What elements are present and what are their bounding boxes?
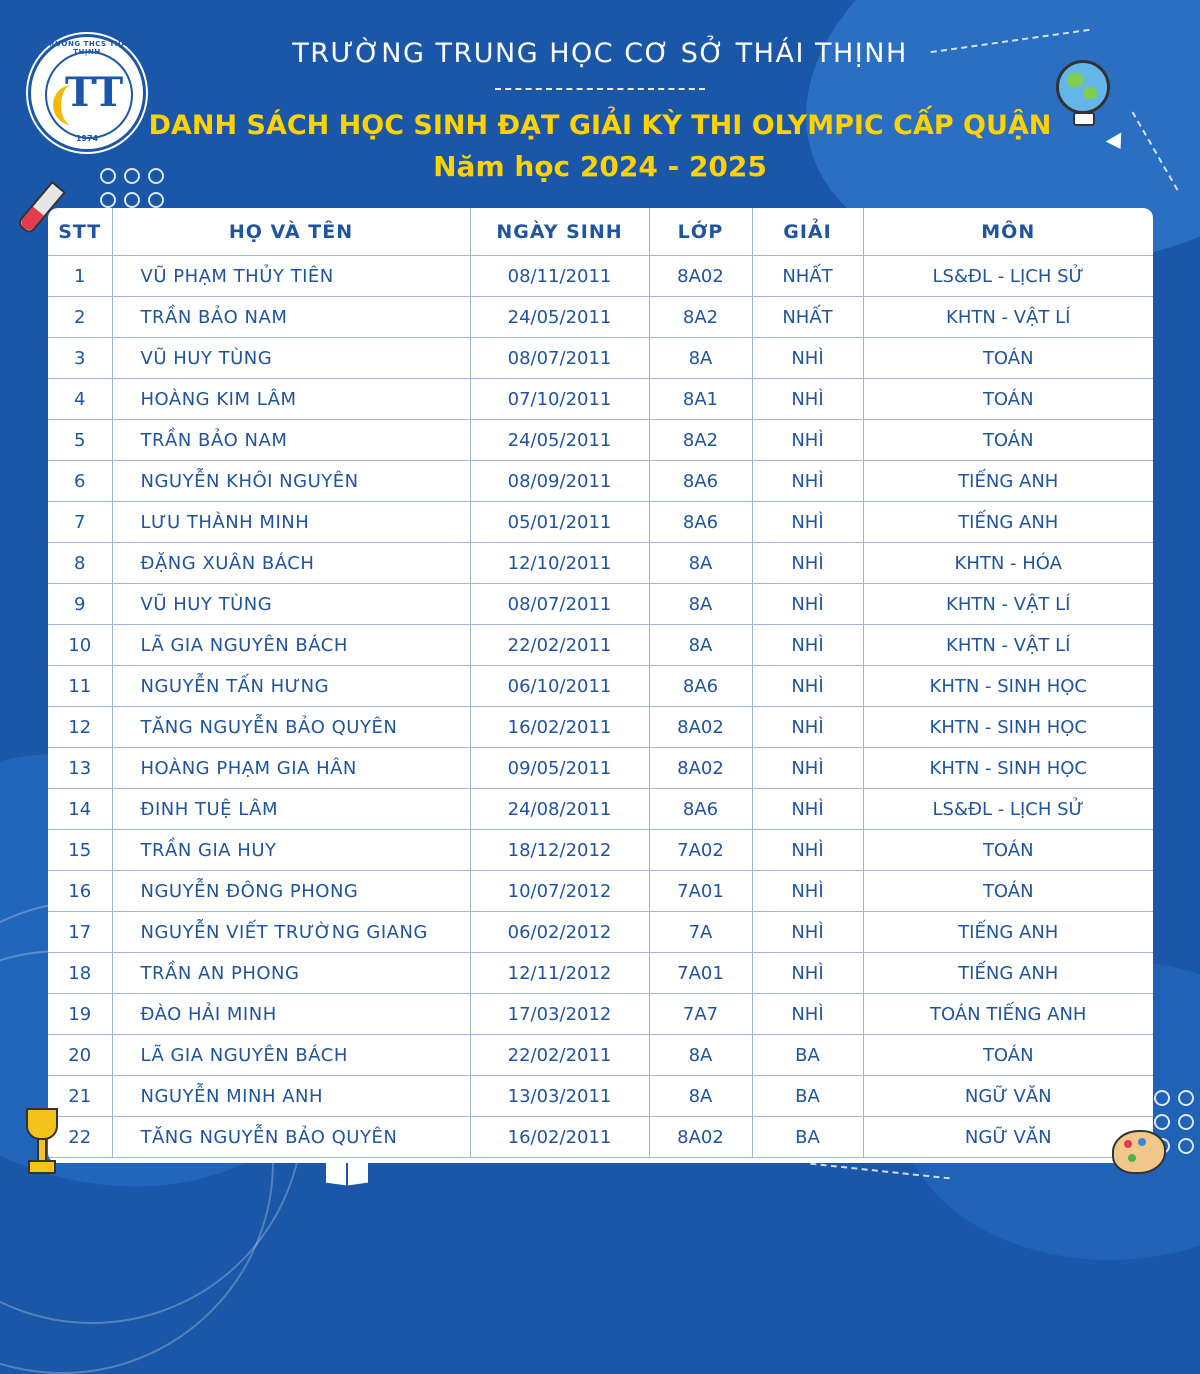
cell-award: NHÌ xyxy=(752,666,863,707)
table-row xyxy=(48,256,1153,297)
trophy-icon xyxy=(18,1108,62,1178)
cell-subject: LS&ĐL - LỊCH SỬ xyxy=(863,789,1153,830)
cell-stt: 16 xyxy=(48,871,112,912)
cell-dob: 06/02/2012 xyxy=(470,912,649,953)
cell-class: 8A xyxy=(649,338,752,379)
table-row xyxy=(48,748,1153,789)
cell-stt: 18 xyxy=(48,953,112,994)
table-row xyxy=(48,666,1153,707)
cell-award: NHÌ xyxy=(752,871,863,912)
cell-class: 8A xyxy=(649,625,752,666)
table-row xyxy=(48,912,1153,953)
logo-mark: TT xyxy=(65,69,124,116)
table-row xyxy=(48,994,1153,1035)
cell-stt: 9 xyxy=(48,584,112,625)
table-header-row xyxy=(48,208,1153,256)
cell-dob: 24/05/2011 xyxy=(470,297,649,338)
column-header-dob: NGÀY SINH xyxy=(470,208,649,256)
cell-subject: KHTN - VẬT LÍ xyxy=(863,625,1153,666)
table-row xyxy=(48,461,1153,502)
cell-stt: 10 xyxy=(48,625,112,666)
column-header-stt: STT xyxy=(48,208,112,256)
cell-class: 8A02 xyxy=(649,256,752,297)
cell-dob: 12/10/2011 xyxy=(470,543,649,584)
cell-class: 7A7 xyxy=(649,994,752,1035)
table-row xyxy=(48,707,1153,748)
cell-class: 8A1 xyxy=(649,379,752,420)
cell-award: NHÌ xyxy=(752,994,863,1035)
book-icon xyxy=(326,1160,370,1186)
palette-icon xyxy=(1112,1130,1166,1174)
cell-subject: KHTN - SINH HỌC xyxy=(863,748,1153,789)
cell-dob: 24/08/2011 xyxy=(470,789,649,830)
cell-name: TRẦN BẢO NAM xyxy=(112,297,470,338)
cell-name: NGUYỄN MINH ANH xyxy=(112,1076,470,1117)
cell-name: TRẦN BẢO NAM xyxy=(112,420,470,461)
cell-dob: 17/03/2012 xyxy=(470,994,649,1035)
cell-stt: 8 xyxy=(48,543,112,584)
cell-subject: KHTN - HÓA xyxy=(863,543,1153,584)
cell-stt: 12 xyxy=(48,707,112,748)
cell-class: 8A6 xyxy=(649,666,752,707)
cell-class: 8A6 xyxy=(649,502,752,543)
cell-award: NHÌ xyxy=(752,461,863,502)
logo-text: TRƯỜNG THCS THÁI THỊNH xyxy=(43,40,131,56)
cell-name: TĂNG NGUYỄN BẢO QUYÊN xyxy=(112,707,470,748)
cell-dob: 13/03/2011 xyxy=(470,1076,649,1117)
cell-subject: LS&ĐL - LỊCH SỬ xyxy=(863,256,1153,297)
cell-class: 8A xyxy=(649,1076,752,1117)
cell-subject: TIẾNG ANH xyxy=(863,502,1153,543)
cell-stt: 2 xyxy=(48,297,112,338)
cell-subject: KHTN - VẬT LÍ xyxy=(863,297,1153,338)
cell-dob: 07/10/2011 xyxy=(470,379,649,420)
cell-subject: TIẾNG ANH xyxy=(863,953,1153,994)
cell-dob: 09/05/2011 xyxy=(470,748,649,789)
page-title: DANH SÁCH HỌC SINH ĐẠT GIẢI KỲ THI OLYMPIC CẤP QUẬN xyxy=(148,110,1052,141)
cell-subject: KHTN - VẬT LÍ xyxy=(863,584,1153,625)
cell-name: LÃ GIA NGUYÊN BÁCH xyxy=(112,1035,470,1076)
cell-stt: 4 xyxy=(48,379,112,420)
cell-name: NGUYỄN VIẾT TRƯỜNG GIANG xyxy=(112,912,470,953)
cell-award: NHẤT xyxy=(752,297,863,338)
cell-name: ĐẶNG XUÂN BÁCH xyxy=(112,543,470,584)
cell-award: NHÌ xyxy=(752,584,863,625)
cell-stt: 21 xyxy=(48,1076,112,1117)
cell-name: LÃ GIA NGUYÊN BÁCH xyxy=(112,625,470,666)
cell-dob: 05/01/2011 xyxy=(470,502,649,543)
cell-class: 8A2 xyxy=(649,297,752,338)
cell-stt: 20 xyxy=(48,1035,112,1076)
cell-subject: TOÁN xyxy=(863,379,1153,420)
table-row xyxy=(48,625,1153,666)
cell-stt: 14 xyxy=(48,789,112,830)
column-header-class: LỚP xyxy=(649,208,752,256)
cell-name: TRẦN GIA HUY xyxy=(112,830,470,871)
cell-award: NHÌ xyxy=(752,707,863,748)
cell-award: NHẤT xyxy=(752,256,863,297)
table-row xyxy=(48,830,1153,871)
logo-year: 1974 xyxy=(75,134,99,143)
table-row xyxy=(48,584,1153,625)
table-row xyxy=(48,379,1153,420)
table-body xyxy=(48,256,1153,1158)
cell-award: NHÌ xyxy=(752,338,863,379)
cell-class: 8A02 xyxy=(649,1117,752,1158)
cell-dob: 22/02/2011 xyxy=(470,625,649,666)
cell-subject: TOÁN xyxy=(863,830,1153,871)
cell-subject: TOÁN xyxy=(863,338,1153,379)
cell-dob: 24/05/2011 xyxy=(470,420,649,461)
cell-award: NHÌ xyxy=(752,502,863,543)
cell-stt: 13 xyxy=(48,748,112,789)
cell-dob: 16/02/2011 xyxy=(470,707,649,748)
globe-icon xyxy=(1056,60,1110,114)
cell-name: ĐÀO HẢI MINH xyxy=(112,994,470,1035)
cell-stt: 22 xyxy=(48,1117,112,1158)
cell-name: NGUYỄN KHÔI NGUYÊN xyxy=(112,461,470,502)
column-header-subject: MÔN xyxy=(863,208,1153,256)
cell-subject: TIẾNG ANH xyxy=(863,461,1153,502)
cell-class: 8A xyxy=(649,543,752,584)
column-header-award: GIẢI xyxy=(752,208,863,256)
cell-dob: 08/07/2011 xyxy=(470,338,649,379)
table-row xyxy=(48,871,1153,912)
cell-award: NHÌ xyxy=(752,420,863,461)
cell-stt: 17 xyxy=(48,912,112,953)
cell-award: BA xyxy=(752,1035,863,1076)
cell-dob: 08/11/2011 xyxy=(470,256,649,297)
cell-subject: TOÁN xyxy=(863,871,1153,912)
cell-name: VŨ HUY TÙNG xyxy=(112,338,470,379)
globe-stand xyxy=(1073,112,1095,126)
cell-name: LƯU THÀNH MINH xyxy=(112,502,470,543)
cell-subject: TOÁN xyxy=(863,1035,1153,1076)
cell-award: BA xyxy=(752,1076,863,1117)
table-row xyxy=(48,420,1153,461)
cell-subject: KHTN - SINH HỌC xyxy=(863,707,1153,748)
cell-name: HOÀNG PHẠM GIA HÂN xyxy=(112,748,470,789)
cell-dob: 06/10/2011 xyxy=(470,666,649,707)
cell-subject: KHTN - SINH HỌC xyxy=(863,666,1153,707)
cell-stt: 6 xyxy=(48,461,112,502)
cell-dob: 08/09/2011 xyxy=(470,461,649,502)
table-row xyxy=(48,953,1153,994)
cell-award: NHÌ xyxy=(752,748,863,789)
cell-stt: 11 xyxy=(48,666,112,707)
awards-table-card xyxy=(48,208,1153,1163)
cell-class: 7A02 xyxy=(649,830,752,871)
cell-award: NHÌ xyxy=(752,625,863,666)
cell-subject: NGỮ VĂN xyxy=(863,1117,1153,1158)
cell-class: 8A xyxy=(649,1035,752,1076)
cell-class: 7A01 xyxy=(649,953,752,994)
cell-award: NHÌ xyxy=(752,912,863,953)
cell-dob: 18/12/2012 xyxy=(470,830,649,871)
cell-stt: 7 xyxy=(48,502,112,543)
table-row xyxy=(48,338,1153,379)
cell-name: TRẦN AN PHONG xyxy=(112,953,470,994)
table-row xyxy=(48,502,1153,543)
cell-class: 7A xyxy=(649,912,752,953)
cell-name: HOÀNG KIM LÂM xyxy=(112,379,470,420)
cell-stt: 5 xyxy=(48,420,112,461)
cell-subject: TOÁN TIẾNG ANH xyxy=(863,994,1153,1035)
cell-dob: 12/11/2012 xyxy=(470,953,649,994)
cell-class: 8A02 xyxy=(649,707,752,748)
cell-award: BA xyxy=(752,1117,863,1158)
cell-stt: 19 xyxy=(48,994,112,1035)
school-year: Năm học 2024 - 2025 xyxy=(433,150,767,183)
cell-award: NHÌ xyxy=(752,789,863,830)
school-name: TRƯỜNG TRUNG HỌC CƠ SỞ THÁI THỊNH xyxy=(292,38,908,69)
cell-stt: 15 xyxy=(48,830,112,871)
cell-award: NHÌ xyxy=(752,830,863,871)
cell-name: ĐINH TUỆ LÂM xyxy=(112,789,470,830)
cell-dob: 08/07/2011 xyxy=(470,584,649,625)
cell-name: VŨ HUY TÙNG xyxy=(112,584,470,625)
cell-dob: 16/02/2011 xyxy=(470,1117,649,1158)
cell-name: NGUYỄN TẤN HƯNG xyxy=(112,666,470,707)
cell-award: NHÌ xyxy=(752,543,863,584)
cell-class: 8A6 xyxy=(649,789,752,830)
cell-name: NGUYỄN ĐÔNG PHONG xyxy=(112,871,470,912)
cell-dob: 10/07/2012 xyxy=(470,871,649,912)
cell-stt: 3 xyxy=(48,338,112,379)
column-header-name: HỌ VÀ TÊN xyxy=(112,208,470,256)
cell-subject: TOÁN xyxy=(863,420,1153,461)
cell-class: 7A01 xyxy=(649,871,752,912)
cell-class: 8A6 xyxy=(649,461,752,502)
cell-class: 8A xyxy=(649,584,752,625)
table-row xyxy=(48,1117,1153,1158)
cell-subject: NGỮ VĂN xyxy=(863,1076,1153,1117)
cell-subject: TIẾNG ANH xyxy=(863,912,1153,953)
table-row xyxy=(48,297,1153,338)
cell-name: TĂNG NGUYỄN BẢO QUYÊN xyxy=(112,1117,470,1158)
cell-name: VŨ PHẠM THỦY TIÊN xyxy=(112,256,470,297)
cell-award: NHÌ xyxy=(752,379,863,420)
cell-stt: 1 xyxy=(48,256,112,297)
cell-award: NHÌ xyxy=(752,953,863,994)
table-row xyxy=(48,789,1153,830)
cell-dob: 22/02/2011 xyxy=(470,1035,649,1076)
awards-table xyxy=(48,208,1153,1158)
cell-class: 8A02 xyxy=(649,748,752,789)
table-row xyxy=(48,543,1153,584)
table-row xyxy=(48,1035,1153,1076)
header-divider xyxy=(495,88,705,90)
table-row xyxy=(48,1076,1153,1117)
cell-class: 8A2 xyxy=(649,420,752,461)
